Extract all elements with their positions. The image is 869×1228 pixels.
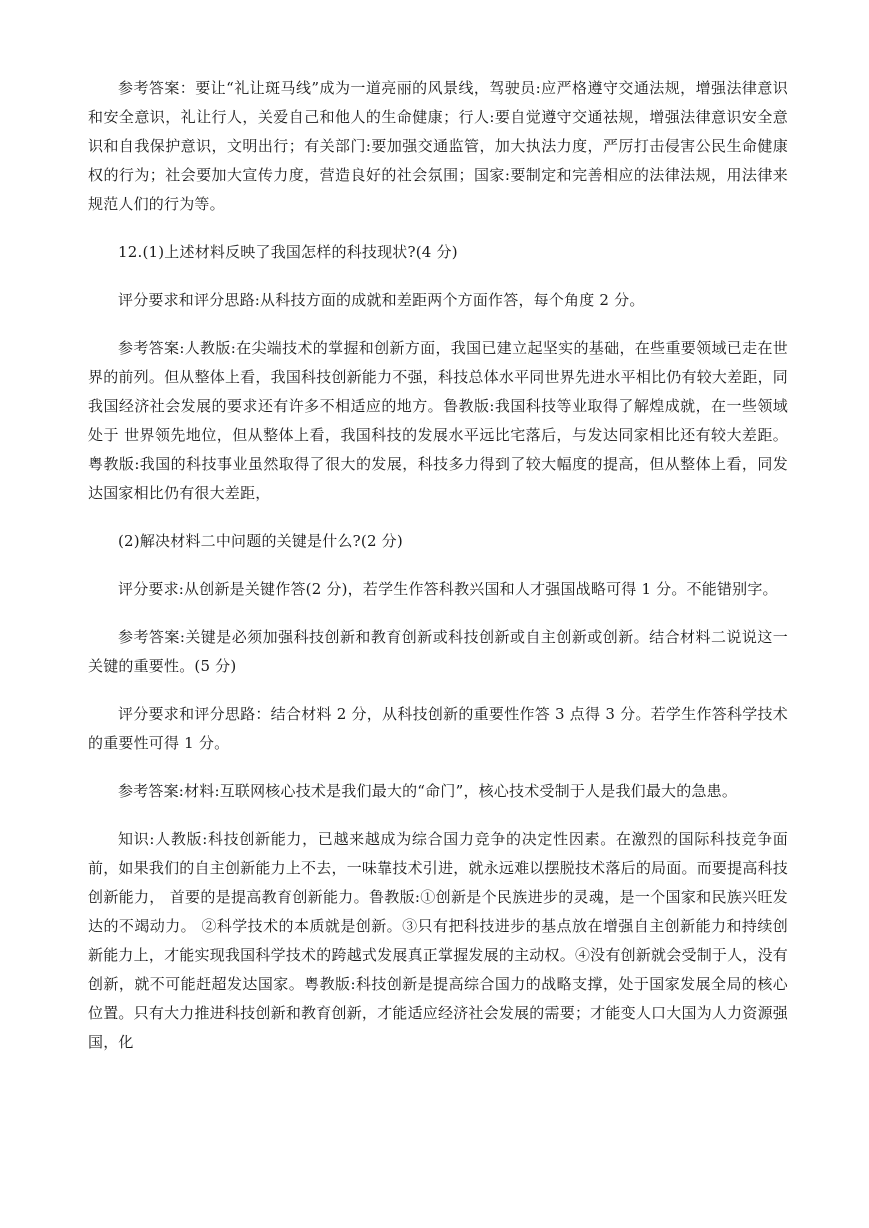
grading-criteria-importance: 评分要求和评分思路：结合材料 2 分，从科技创新的重要性作答 3 点得 3 分。若学生作答科学技术的重要性可得 1 分。 (88, 705, 788, 752)
answer-paragraph-key: 参考答案:关键是必须加强科技创新和教育创新或科技创新或自主创新或创新。结合材料二说说这一关键的重要性。(5 分) (88, 628, 788, 675)
document-page (88, 74, 788, 1057)
knowledge-paragraph: 知识:人教版:科技创新能力，已越来越成为综合国力竞争的决定性因素。在激烈的国际科技竞争面前，如果我们的自主创新能力上不去，一味靠技术引进，就永远难以摆脱技术落后的局面。而要提高科技创新能力， 首要的是提高教育创新能力。鲁教版:①创新是个民族进步的灵魂，是一个国家和民族兴旺发达的不竭动力。 ②科学技术的本质就是创新。③只有把科技进步的基点放在增强自主创新能力和持续创新能力上，才能实现我国科学技术的跨越式发展真正掌握发展的主动权。④没有创新就会受制于人，没有创新，就不可能赶超发达国家。粤教版:科技创新是提高综合国力的战略支撑，处于国家发展全局的核心位置。只有大力推进科技创新和教育创新，才能适应经济社会发展的需要；才能变人口大国为人力资源强国，化 (88, 830, 788, 1051)
answer-paragraph-tech-status: 参考答案:人教版:在尖端技术的掌握和创新方面，我国已建立起坚实的基础，在些重要领域已走在世界的前列。但从整体上看，我国科技创新能力不强，科技总体水平同世界先进水平相比仍有较大差距，同我国经济社会发展的要求还有许多不相适应的地方。鲁教版:我国科技等业取得了解煌成就，在一些领域处于 世界领先地位，但从整体上看，我国科技的发展水平远比宅落后，与发达同家相比还有较大差距。粤教版:我国的科技事业虽然取得了很大的发展，科技多力得到了较大幅度的提高，但从整体上看，同发达国家相比仍有很大差距， (88, 339, 788, 502)
answer-paragraph-material: 参考答案:材料:互联网核心技术是我们最大的“命门”，核心技术受制于人是我们最大的急患。 (118, 782, 738, 800)
grading-criteria-12-1: 评分要求和评分思路:从科技方面的成就和差距两个方面作答，每个角度 2 分。 (118, 291, 645, 309)
question-12-1: 12.(1)上述材料反映了我国怎样的科技现状?(4 分) (118, 243, 458, 261)
answer-paragraph-traffic: 参考答案：要让“礼让斑马线”成为一道亮丽的风景线，驾驶员:应严格遵守交通法规，增强法律意识和安全意识，礼让行人，关爱自己和他人的生命健康；行人:要自觉遵守交通祛规，增强法律意识安全意识和自我保护意识，文明出行；有关部门:要加强交通监管，加大执法力度，严厉打击侵害公民生命健康权的行为；社会要加大宣传力度，营造良好的社会氛围；国家:要制定和完善相应的法律法规，用法律来规范人们的行为等。 (88, 79, 788, 213)
grading-criteria-12-2: 评分要求:从创新是关键作答(2 分)，若学生作答科教兴国和人才强国战略可得 1 分。不能错别字。 (118, 580, 778, 598)
question-12-2: (2)解决材料二中问题的关键是什么?(2 分) (118, 532, 403, 550)
